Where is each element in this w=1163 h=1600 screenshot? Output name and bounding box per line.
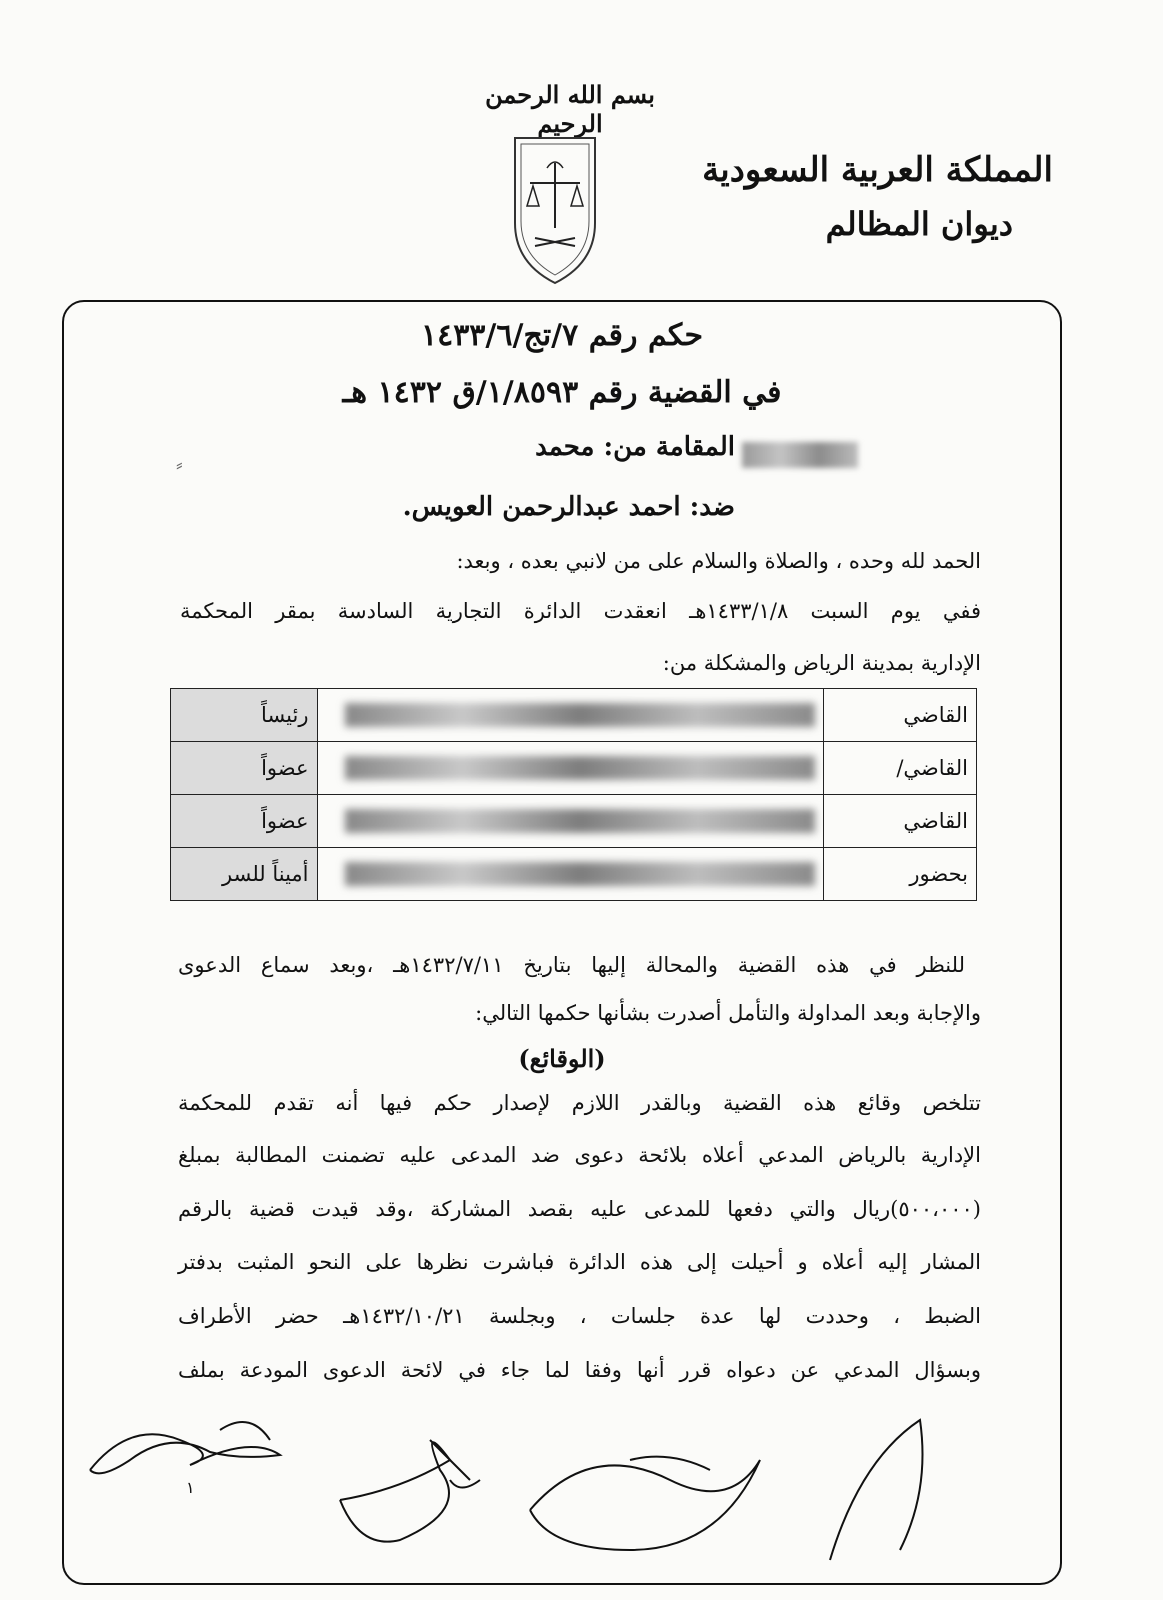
court-name: ديوان المظالم (825, 205, 1013, 243)
panel-label: بحضور (824, 848, 977, 901)
facts-line: تتلخص وقائع هذه القضية وبالقدر اللازم لإصدار حكم فيها أنه تقدم للمحكمة (178, 1091, 981, 1115)
facts-line: الإدارية بالرياض المدعي أعلاه بلائحة دعوى ضد المدعى عليه تضمنت المطالبة بمبلغ (178, 1143, 981, 1167)
redacted-judge-name (317, 795, 824, 848)
panel-role: عضواً (171, 795, 318, 848)
facts-line: وبسؤال المدعي عن دعواه قرر أنها وفقا لما جاء في لائحة الدعوى المودعة بملف (178, 1358, 981, 1382)
redacted-secretary-name (317, 848, 824, 901)
session-line-1: ففي يوم السبت ١٤٣٣/١/٨هـ انعقدت الدائرة التجارية السادسة بمقر المحكمة (180, 599, 981, 623)
ruling-number: حكم رقم ٧/تج/١٤٣٣/٦ (420, 318, 704, 353)
panel-role: أميناً للسر (171, 848, 318, 901)
after-panel-line-2: والإجابة وبعد المداولة والتأمل أصدرت بشأنها حكمها التالي: (475, 1001, 981, 1025)
claimant-line: المقامة من: محمد (535, 432, 735, 462)
facts-line: المشار إليه أعلاه و أحيلت إلى هذه الدائرة فباشرت نظرها على النحو المثبت بدفتر (178, 1250, 981, 1274)
panel-row (171, 795, 977, 848)
redacted-claimant-name (742, 442, 858, 468)
panel-row (171, 848, 977, 901)
panel-row (171, 689, 977, 742)
facts-line: الضبط ، وحددت لها عدة جلسات ، وبجلسة ١٤٣٢/١٠/٢١هـ حضر الأطراف (178, 1304, 981, 1328)
panel-role: عضواً (171, 742, 318, 795)
facts-heading: (الوقائع) (518, 1044, 606, 1073)
panel-label: القاضي (824, 689, 977, 742)
judiciary-emblem (505, 128, 605, 288)
panel-table (170, 688, 977, 901)
defendant-line: ضد: احمد عبدالرحمن العويس. (402, 492, 735, 522)
kingdom-name: المملكة العربية السعودية (702, 150, 1053, 190)
panel-label: القاضي (824, 795, 977, 848)
opening-praise: الحمد لله وحده ، والصلاة والسلام على من لانبي بعده ، وبعد: (456, 549, 981, 573)
panel-label: القاضي/ (824, 742, 977, 795)
after-panel-line-1: للنظر في هذه القضية والمحالة إليها بتاريخ ١٤٣٢/٧/١١هـ ،وبعد سماع الدعوى (178, 953, 965, 977)
panel-role: رئيساً (171, 689, 318, 742)
case-number: في القضية رقم ١/٨٥٩٣/ق ١٤٣٢ هـ (342, 375, 782, 410)
facts-line: (٥٠٠،٠٠٠)ريال والتي دفعها للمدعى عليه بقصد المشاركة ،وقد قيدت قضية بالرقم (178, 1197, 981, 1221)
redacted-judge-name (317, 689, 824, 742)
signatures (70, 1400, 970, 1590)
session-line-2: الإدارية بمدينة الرياض والمشكلة من: (662, 651, 981, 675)
margin-mark: ⸗ (176, 452, 183, 476)
redacted-judge-name (317, 742, 824, 795)
page-number: ١ (186, 1478, 195, 1497)
panel-row (171, 742, 977, 795)
basmala: بسم الله الرحمن الرحيم (485, 80, 655, 138)
